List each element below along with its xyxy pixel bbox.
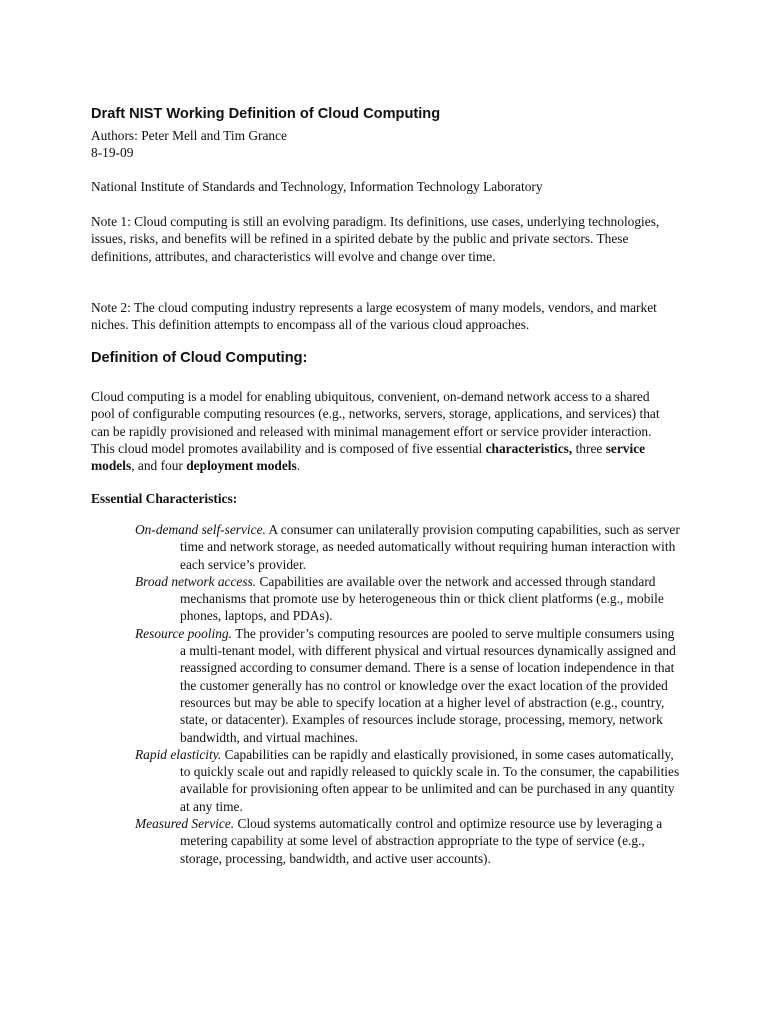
- characteristic-term: Rapid elasticity.: [135, 746, 222, 762]
- characteristic-term: On-demand self-service.: [135, 522, 266, 537]
- text-four: , and four: [131, 458, 187, 474]
- characteristic-broad-network-access: [135, 573, 680, 625]
- essential-characteristics-heading: Essential Characteristics:: [91, 491, 238, 506]
- characteristic-resource-pooling: [135, 625, 680, 746]
- characteristic-text: Capabilities are available over the network and accessed through standard mechanisms that promote use by heterogeneous thin or thick client platforms (e.g., mobile phones, laptops, and PDAs).: [180, 573, 664, 624]
- characteristic-text: A consumer can unilaterally provision computing capabilities, such as server time and network storage, as needed automatically without requiring human interaction with each service’s provider.: [180, 522, 680, 572]
- document-title: Draft NIST Working Definition of Cloud Computing: [91, 106, 441, 122]
- term-characteristics: characteristics,: [485, 440, 573, 456]
- term-service-models: service models: [91, 440, 646, 474]
- definition-heading: Definition of Cloud Computing:: [91, 350, 308, 366]
- definition-body-text: Cloud computing is a model for enabling ubiquitous, convenient, on-demand network access to a shared pool of configurable computing resources (e.g., networks, servers, storage, applications, and services) that can be rapidly provisioned and released with minimal management effort or service provider interaction. This cloud model promotes availability and is composed of five essential: [91, 389, 660, 456]
- characteristic-term: Resource pooling.: [135, 625, 232, 641]
- characteristic-text: Cloud systems automatically control and optimize resource use by leveraging a metering capability at some level of abstraction appropriate to the type of service (e.g., storage, processing, bandwidth, and active user accounts).: [180, 816, 663, 866]
- characteristic-text: The provider’s computing resources are pooled to serve multiple consumers using a multi-tenant model, with different physical and virtual resources dynamically assigned and reassigned according to consumer demand. There is a sense of location independence in that the customer generally has no control or knowledge over the exact location of the provided resources but may be able to specify location at a higher level of abstraction (e.g., country, state, or datacenter). Examples of resources include storage, processing, memory, network bandwidth, and virtual machines.: [180, 625, 676, 745]
- characteristic-measured-service: [135, 815, 680, 867]
- note-2: Note 2: The cloud computing industry represents a large ecosystem of many models, vendors, and market niches. This definition attempts to encompass all of the various cloud approaches.: [91, 300, 657, 333]
- text-three: three: [572, 440, 606, 456]
- characteristic-text: Capabilities can be rapidly and elastically provisioned, in some cases automatically, to quickly scale out and rapidly released to quickly scale in. To the consumer, the capabilities available for provisioning often appear to be unlimited and can be purchased in any quantity at any time.: [180, 746, 680, 814]
- characteristic-rapid-elasticity: [135, 746, 680, 815]
- authors-line: Authors: Peter Mell and Tim Grance: [91, 128, 288, 143]
- characteristics-list: [135, 521, 680, 867]
- characteristic-on-demand-self-service: [135, 521, 680, 573]
- note-1: Note 1: Cloud computing is still an evolving paradigm. Its definitions, use cases, underlying technologies, issues, risks, and benefits will be refined in a spirited debate by the public and private sectors. These definitions, attributes, and characteristics will evolve and change over time.: [91, 214, 660, 264]
- date-line: 8-19-09: [91, 145, 134, 160]
- text-end: .: [296, 458, 301, 474]
- definition-paragraph: [91, 388, 663, 474]
- term-deployment-models: deployment models: [186, 458, 297, 474]
- institution-line: National Institute of Standards and Technology, Information Technology Laboratory: [91, 179, 543, 194]
- characteristic-term: Measured Service.: [135, 816, 235, 832]
- characteristic-term: Broad network access.: [135, 573, 257, 589]
